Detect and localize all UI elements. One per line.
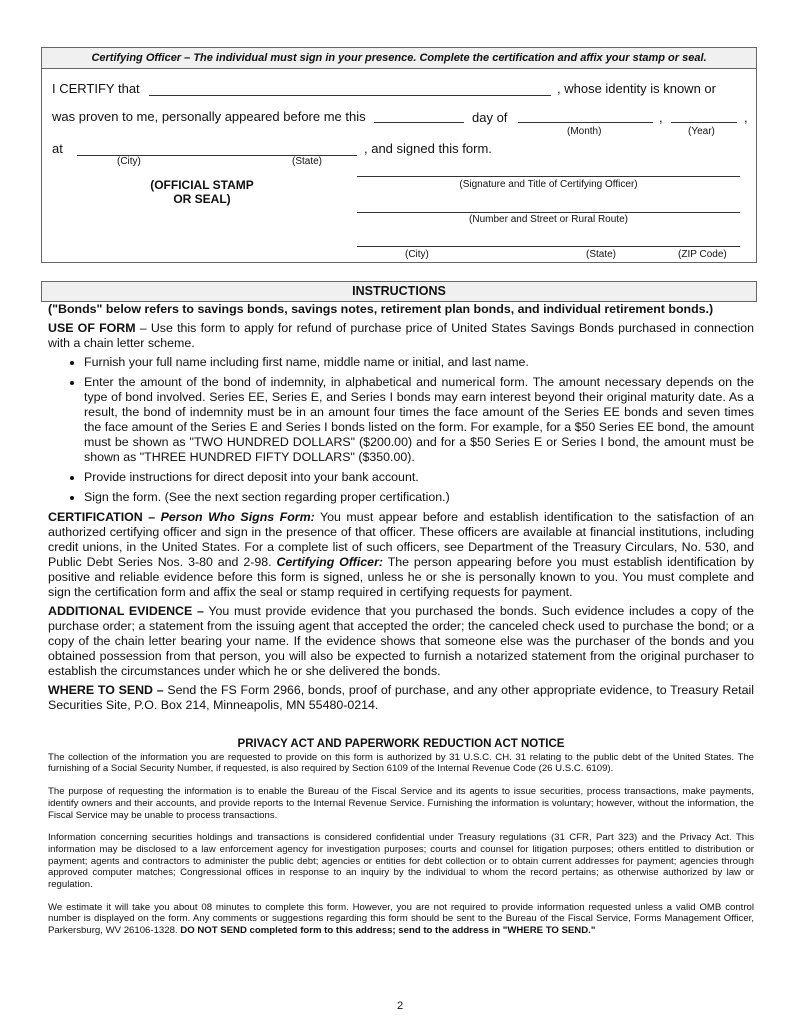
state-caption-2: (State): [586, 249, 617, 260]
comma: ,: [659, 110, 663, 125]
use-text: – Use this form to apply for refund of purchase price of United States Savings Bonds purchased in connection with a chain letter scheme.: [48, 321, 754, 350]
instructions-header: INSTRUCTIONS: [41, 281, 757, 302]
privacy-paragraph: The collection of the information you are requested to provide on this form is authorized by 31 U.S.C. CH. 31 relating to the public debt of the United States. The furnishing of a Social Security Number, if requested, is also required by Section 6109 of the Internal Revenue Code (26 U.S.C. 6109).: [48, 751, 754, 775]
privacy-paragraph: Information concerning securities holdings and transactions is considered confidential under Treasury regulations (31 CFR, Part 323) and the Privacy Act. This information may be disclosed to a law enforcement agency for investigation purposes; courts and counsel for litigation purposes; others entitled to distribution or payment; agents and contractors to administer the public debt; agencies or entities for debt collection or to obtain current addresses for payment; agencies through approved computer matches; Congressional offices in response to an inquiry by the individual to whom the record pertains; as otherwise authorized by law or regulation.: [48, 832, 754, 891]
comma: ,: [744, 110, 748, 125]
privacy-title: PRIVACY ACT AND PAPERWORK REDUCTION ACT NOTICE: [237, 738, 565, 750]
signed-label: , and signed this form.: [364, 141, 492, 156]
privacy-paragraph: The purpose of requesting the information is to enable the Bureau of the Fiscal Service and its agents to issue securities, process transactions, make payments, identify owners and their accounts, and provide reports to the Internal Revenue Service. Furnishing the information is voluntary; however, without the information, the Fiscal Service may be unable to process transactions.: [48, 786, 754, 821]
additional-evidence-section: [48, 604, 754, 679]
certification-section: [48, 510, 754, 600]
list-item: • Furnish your full name including first name, middle name or initial, and last name.: [84, 355, 754, 370]
where-to-send-section: [48, 683, 754, 713]
city-caption-2: (City): [405, 249, 429, 260]
stamp-label: (OFFICIAL STAMP: [150, 178, 254, 192]
cert-text1: You must appear before and establish identification to the satisfaction of an authorized certifying officer and sign in the presence of that officer. These officers are available at financial institutions, including credit unions, in the United States. For a complete list of such officers, see Department of the Treasury Circulars, No. 530, and Public Debt Series Nos. 3-80 and 2-98.: [48, 510, 754, 569]
bonds-note: ("Bonds" below refers to savings bonds, savings notes, retirement plan bonds, and individual retirement bonds.): [48, 302, 714, 316]
add-text: You must provide evidence that you purchased the bonds. Such evidence includes a copy of the purchase order; a statement from the issuing agent that accepted the order; the canceled check used to purchase the bond; or a copy of the chain letter bearing your name. If the evidence shows that someone else was the purchaser of the bonds and you obtained possession from that person, you will also be expected to furnish a notarized statement from the original purchaser to establish the circumstances under which he or she delivered the bonds.: [48, 604, 754, 678]
street-field[interactable]: [357, 212, 740, 213]
month-field[interactable]: [518, 122, 653, 123]
month-caption: (Month): [567, 126, 602, 137]
list-item: • Enter the amount of the bond of indemnity, in alphabetical and numerical form. The amount necessary depends on the type of bond involved. Series EE, Series E, and Series I bonds may earn interest beyond their original maturity date. As a result, the bond of indemnity must be in an amount four times the face amount of the Series EE bonds and seven times the face amount of the Series E and Series I bonds listed on the form. For example, for a $50 Series EE bond, the amount must be shown as "TWO HUNDRED DOLLARS" ($200.00) and for a $50 Series E or Series I bond, the amount must be shown as "THREE HUNDRED FIFTY DOLLARS" ($350.00).: [84, 375, 754, 465]
certify-that-label: I CERTIFY that: [52, 81, 140, 96]
cert-sub1: Person Who Signs Form:: [160, 510, 315, 524]
whose-identity-label: , whose identity is known or: [557, 81, 716, 96]
privacy-p4-text: We estimate it will take you about 08 minutes to complete this form. However, you are not required to provide information requested unless a valid OMB control number is displayed on the form. Any comments or suggestions regarding this form should be sent to the Bureau of the Fiscal Service, Forms Management Officer, Parkersburg, WV 26106-1328.: [48, 901, 754, 937]
city-caption: (City): [117, 156, 141, 167]
certification-header: Certifying Officer – The individual must sign in your presence. Complete the certification and affix your stamp or seal.: [42, 48, 756, 69]
at-label: at: [52, 141, 63, 156]
certified-name-field[interactable]: [149, 95, 551, 96]
year-caption: (Year): [688, 126, 715, 137]
zip-caption: (ZIP Code): [678, 249, 727, 260]
street-caption: (Number and Street or Rural Route): [469, 214, 628, 225]
privacy-paragraph: [48, 902, 754, 937]
stamp-label-2: OR SEAL): [173, 192, 231, 206]
use-label: USE OF FORM: [48, 321, 136, 335]
city-state-zip-field[interactable]: [357, 246, 740, 247]
use-of-form: [48, 321, 754, 351]
official-stamp-area: [102, 178, 302, 206]
list-item: • Sign the form. (See the next section regarding proper certification.): [84, 490, 754, 505]
privacy-p4-bold: DO NOT SEND completed form to this address; send to the address in "WHERE TO SEND.": [180, 925, 596, 937]
cert-text2: The person appearing before you must establish identification by positive and reliable evidence before this form is signed, unless he or she is personally known to you. You must complete and sign the certification form and affix the seal or stamp required in certifying requests for payment.: [48, 555, 754, 599]
instructions-body: [48, 302, 754, 717]
proven-label: was proven to me, personally appeared before me this: [52, 109, 366, 124]
day-field[interactable]: [374, 122, 464, 123]
add-label: ADDITIONAL EVIDENCE –: [48, 604, 204, 618]
list-item: • Provide instructions for direct deposit into your bank account.: [84, 470, 754, 485]
where-label: WHERE TO SEND –: [48, 683, 164, 697]
where-text: Send the FS Form 2966, bonds, proof of purchase, and any other appropriate evidence, to Treasury Retail Securities Site, P.O. Box 214, Minneapolis, MN 55480-0214.: [48, 683, 754, 712]
instruction-list: [48, 355, 754, 505]
signature-field[interactable]: [357, 176, 740, 177]
privacy-notice: [48, 739, 754, 948]
cert-label: CERTIFICATION –: [48, 510, 161, 524]
certification-box: [41, 47, 757, 263]
state-caption: (State): [292, 156, 323, 167]
year-field[interactable]: [671, 122, 737, 123]
page-number: 2: [396, 1000, 404, 1012]
day-of-label: day of: [472, 110, 508, 125]
cert-sub2: Certifying Officer:: [276, 555, 384, 569]
signature-caption: (Signature and Title of Certifying Officer): [459, 179, 638, 190]
